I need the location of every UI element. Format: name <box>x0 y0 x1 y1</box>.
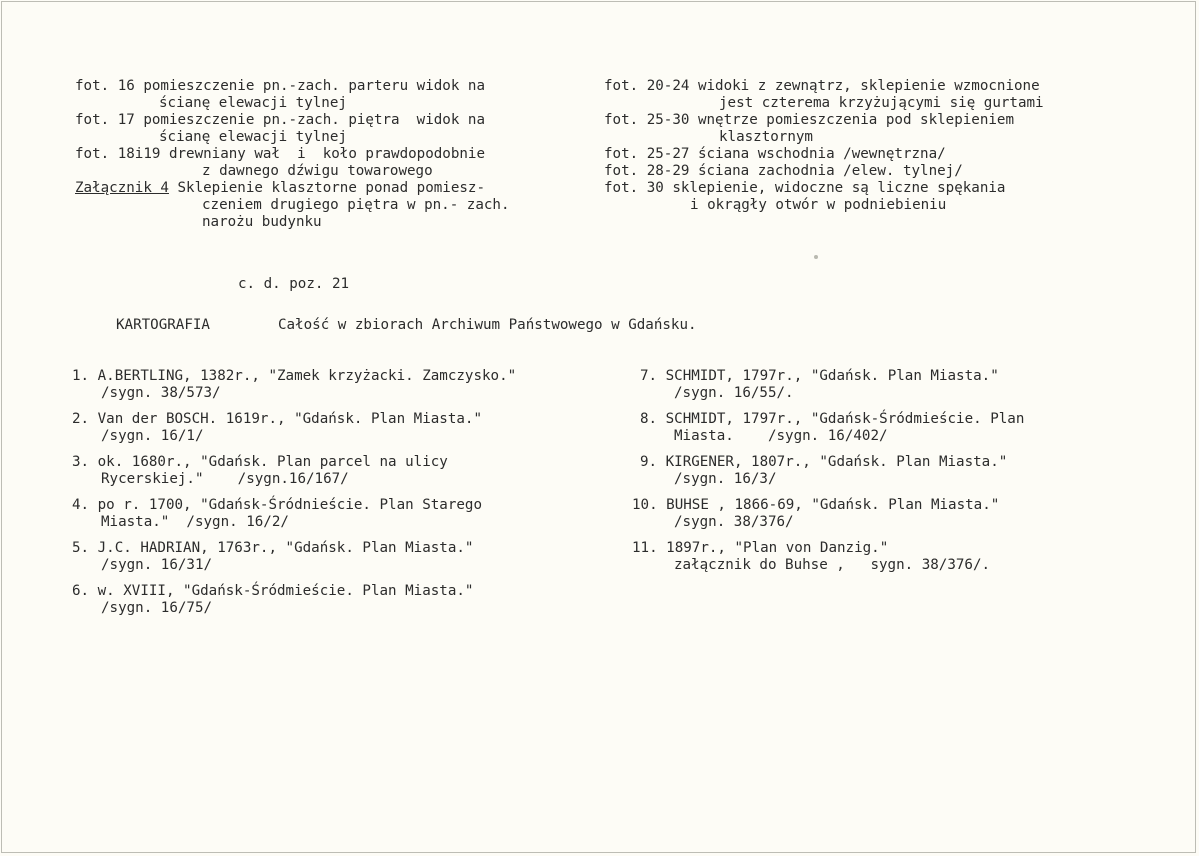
attachment-label: Załącznik 4 <box>75 180 169 196</box>
map-item-10: 10. BUHSE , 1866-69, "Gdańsk. Plan Miasta." <box>632 497 1000 513</box>
map-item-8: 8. SCHMIDT, 1797r., "Gdańsk-Śródmieście. Plan <box>640 411 1025 427</box>
map-item-7-sig: /sygn. 16/55/. <box>674 385 794 401</box>
photo-entry-20-24-cont: jest czterema krzyżującymi się gurtami <box>719 95 1044 111</box>
attachment-4-cont-1: czeniem drugiego piętra w pn.- zach. <box>202 197 510 213</box>
paper-speck <box>814 255 818 259</box>
photo-entry-28-29: fot. 28-29 ściana zachodnia /elew. tylnej/ <box>604 163 963 179</box>
map-item-4: 4. po r. 1700, "Gdańsk-Śródnieście. Plan Starego <box>72 497 483 513</box>
continuation-note: c. d. poz. 21 <box>238 276 350 292</box>
map-item-7: 7. SCHMIDT, 1797r., "Gdańsk. Plan Miasta." <box>640 368 999 384</box>
map-item-9-sig: /sygn. 16/3/ <box>674 471 777 487</box>
photo-entry-25-30-cont: klasztornym <box>719 129 813 145</box>
map-item-11-sig: załącznik do Buhse , sygn. 38/376/. <box>674 557 991 573</box>
map-item-5: 5. J.C. HADRIAN, 1763r., "Gdańsk. Plan Miasta." <box>72 540 474 556</box>
map-item-2-sig: /sygn. 16/1/ <box>101 428 204 444</box>
photo-entry-30: fot. 30 sklepienie, widoczne są liczne spękania <box>604 180 1006 196</box>
map-item-3: 3. ok. 1680r., "Gdańsk. Plan parcel na ulicy <box>72 454 448 470</box>
photo-entry-16-cont: ścianę elewacji tylnej <box>159 95 347 111</box>
map-item-1: 1. A.BERTLING, 1382r., "Zamek krzyżacki. Zamczysko." <box>72 368 517 384</box>
map-item-10-sig: /sygn. 38/376/ <box>674 514 794 530</box>
photo-entry-18-19: fot. 18i19 drewniany wał i koło prawdopodobnie <box>75 146 486 162</box>
photo-entry-20-24: fot. 20-24 widoki z zewnątrz, sklepienie wzmocnione <box>604 78 1040 94</box>
map-item-2: 2. Van der BOSCH. 1619r., "Gdańsk. Plan Miasta." <box>72 411 483 427</box>
photo-entry-30-cont: i okrągły otwór w podniebieniu <box>690 197 947 213</box>
map-item-6: 6. w. XVIII, "Gdańsk-Śródmieście. Plan Miasta." <box>72 583 474 599</box>
photo-entry-17: fot. 17 pomieszczenie pn.-zach. piętra widok na <box>75 112 486 128</box>
map-item-8-sig: Miasta. /sygn. 16/402/ <box>674 428 888 444</box>
map-item-11: 11. 1897r., "Plan von Danzig." <box>632 540 889 556</box>
map-item-3-sig: Rycerskiej." /sygn.16/167/ <box>101 471 349 487</box>
attachment-4-cont-2: narożu budynku <box>202 214 322 230</box>
section-heading: KARTOGRAFIA <box>116 317 210 333</box>
photo-entry-18-19-cont: z dawnego dźwigu towarowego <box>202 163 433 179</box>
map-item-6-sig: /sygn. 16/75/ <box>101 600 213 616</box>
attachment-4-entry: Załącznik 4 Sklepienie klasztorne ponad pomiesz- <box>75 180 486 196</box>
map-item-9: 9. KIRGENER, 1807r., "Gdańsk. Plan Miasta." <box>640 454 1008 470</box>
photo-entry-17-cont: ścianę elewacji tylnej <box>159 129 347 145</box>
map-item-5-sig: /sygn. 16/31/ <box>101 557 213 573</box>
map-item-4-sig: Miasta." /sygn. 16/2/ <box>101 514 289 530</box>
map-item-1-sig: /sygn. 38/573/ <box>101 385 221 401</box>
photo-entry-25-27: fot. 25-27 ściana wschodnia /wewnętrzna/ <box>604 146 946 162</box>
photo-entry-25-30: fot. 25-30 wnętrze pomieszczenia pod sklepieniem <box>604 112 1015 128</box>
section-note: Całość w zbiorach Archiwum Państwowego w Gdańsku. <box>278 317 697 333</box>
photo-entry-16: fot. 16 pomieszczenie pn.-zach. parteru widok na <box>75 78 486 94</box>
